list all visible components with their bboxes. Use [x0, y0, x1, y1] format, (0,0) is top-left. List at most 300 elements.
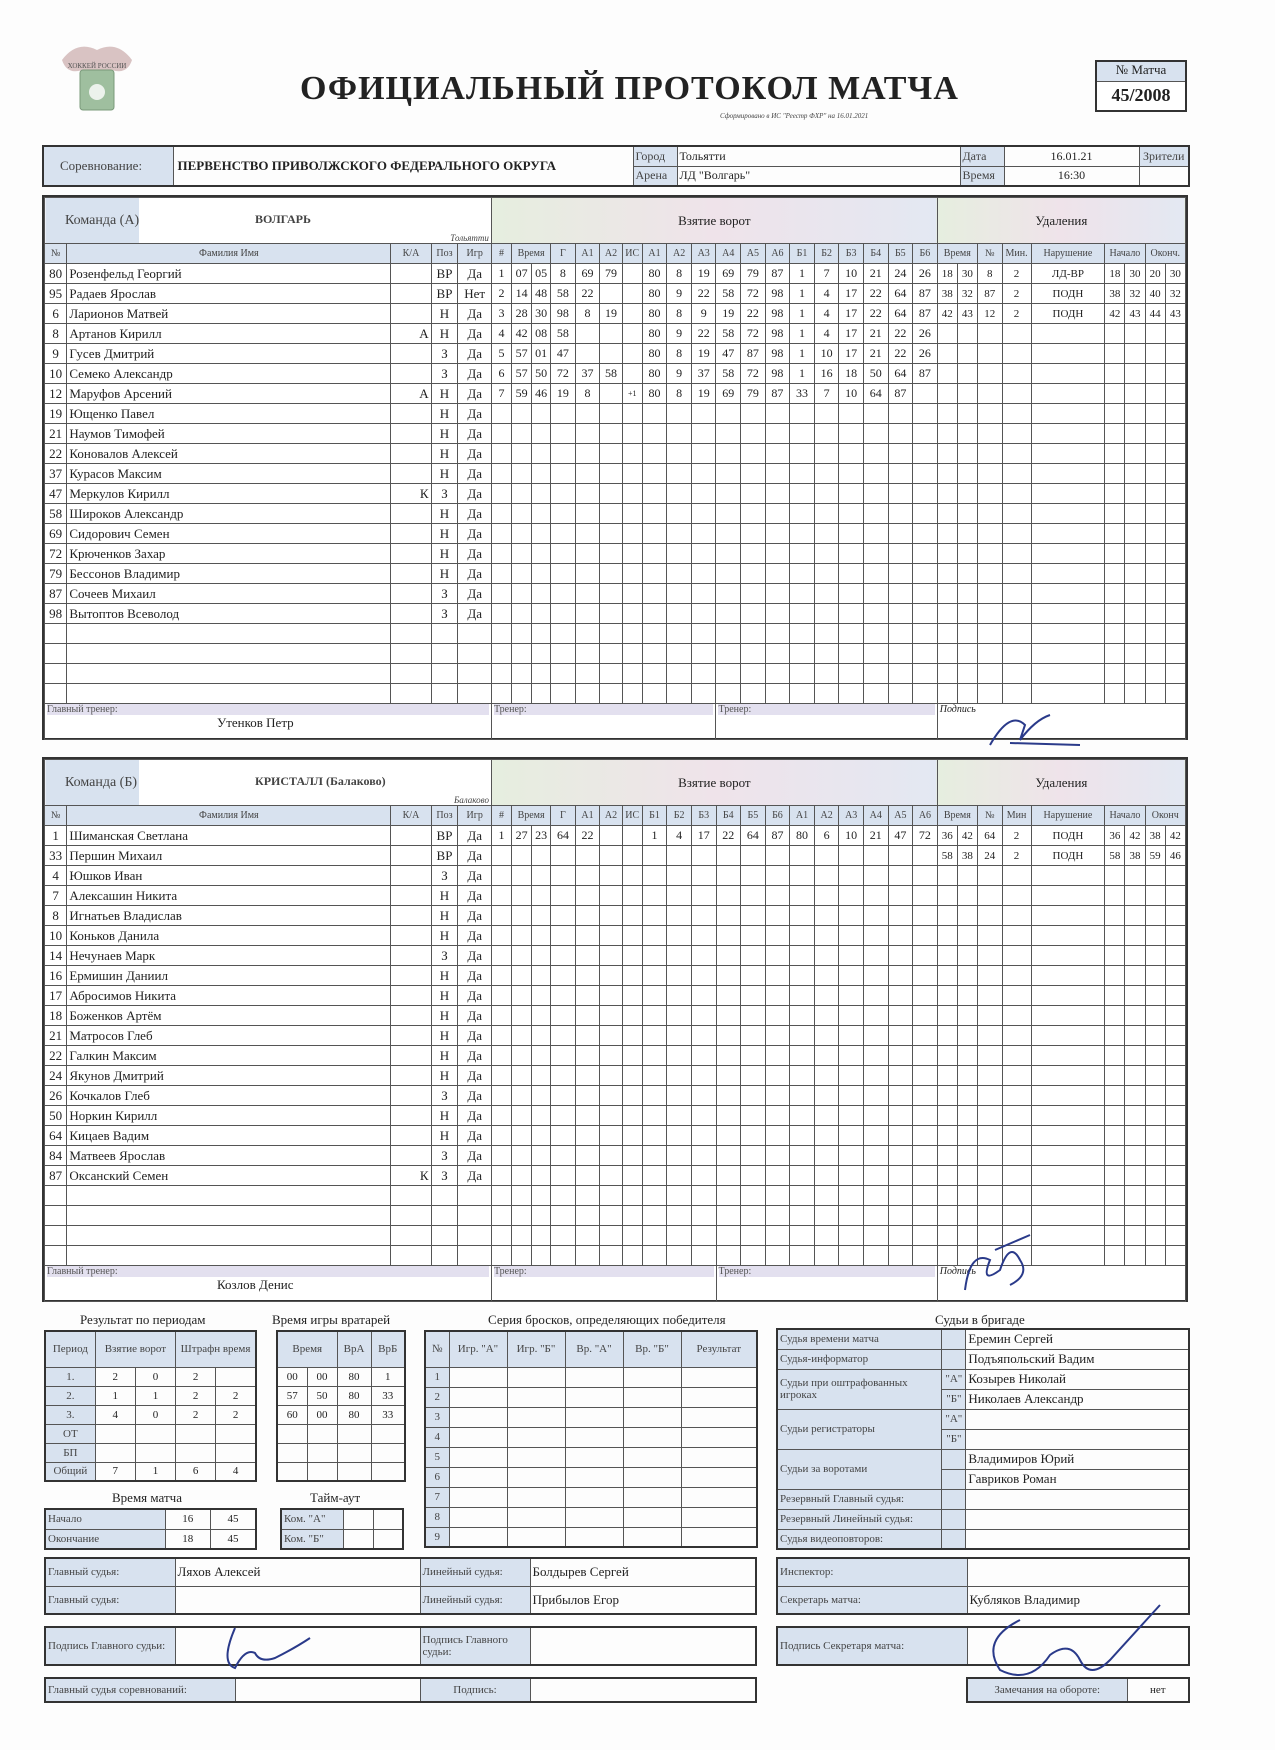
player-role [391, 464, 431, 484]
goal-cell [622, 364, 642, 384]
goal-cell [491, 1026, 511, 1046]
goal-cell [667, 966, 692, 986]
goal-cell [491, 1006, 511, 1026]
penalty-cell [1145, 464, 1165, 484]
arena-label: Арена [633, 166, 677, 186]
goal-header: А1 [790, 806, 815, 826]
goal-cell [691, 1006, 716, 1026]
penalty-cell [977, 564, 1002, 584]
goal-cell [491, 424, 511, 444]
goal-cell [551, 966, 576, 986]
player-position [431, 644, 458, 664]
shootout-cell [623, 1447, 681, 1467]
goal-cell: 17 [839, 344, 864, 364]
player-position: Н [431, 304, 458, 324]
penalty-cell [1145, 624, 1165, 644]
player-row [45, 826, 1186, 846]
goal-cell [716, 866, 741, 886]
period-value [135, 1443, 175, 1462]
goal-header: Б6 [913, 244, 938, 264]
sign-label: Подпись [939, 704, 976, 715]
goal-cell [512, 1226, 532, 1246]
goal-cell [790, 604, 815, 624]
penalty-cell [1145, 364, 1165, 384]
goal-cell [765, 846, 790, 866]
goal-cell [790, 906, 815, 926]
goal-cell [512, 1146, 532, 1166]
goal-cell [512, 1086, 532, 1106]
period-value: 4 [216, 1462, 256, 1481]
penalty-cell [1125, 926, 1145, 946]
goal-cell: 87 [765, 384, 790, 404]
goal-cell [814, 1146, 839, 1166]
goal-cell: 22 [691, 284, 716, 304]
goal-header: А5 [888, 806, 913, 826]
goal-cell [532, 1066, 551, 1086]
player-role [391, 1186, 431, 1206]
goal-cell: 48 [532, 284, 551, 304]
goal-cell [790, 564, 815, 584]
penalty-cell [1145, 584, 1165, 604]
goal-cell [888, 624, 913, 644]
player-name: Семеко Александр [67, 364, 391, 384]
goalie-value: 00 [307, 1405, 337, 1424]
penalty-header: Время [937, 244, 977, 264]
goal-cell [622, 926, 642, 946]
penalty-cell [1002, 604, 1031, 624]
player-number: 18 [45, 1006, 67, 1026]
player-number: 95 [45, 284, 67, 304]
goal-cell [863, 1186, 888, 1206]
goal-cell [575, 1106, 600, 1126]
competition-referee-row [44, 1677, 757, 1703]
penalty-cell [1031, 384, 1105, 404]
goal-cell [765, 886, 790, 906]
goal-cell [913, 1226, 938, 1246]
penalty-cell: 42 [1165, 826, 1185, 846]
penalty-cell: 43 [1125, 304, 1145, 324]
goal-cell [765, 624, 790, 644]
goal-cell [642, 1086, 667, 1106]
period-value: 2 [216, 1386, 256, 1405]
goal-cell [839, 444, 864, 464]
player-row [45, 1206, 1186, 1226]
player-position: Н [431, 1046, 458, 1066]
inspector-label: Инспектор: [777, 1558, 967, 1586]
penalty-cell [1145, 524, 1165, 544]
penalty-cell [937, 384, 957, 404]
penalty-cell [937, 1186, 957, 1206]
player-plays [458, 664, 492, 684]
penalty-cell [1145, 886, 1165, 906]
roster-header: № [45, 244, 67, 264]
goal-cell [765, 1046, 790, 1066]
goal-cell [575, 544, 600, 564]
goal-cell [741, 644, 766, 664]
penalty-cell [1105, 1166, 1125, 1186]
player-role [391, 1106, 431, 1126]
player-name: Ющенко Павел [67, 404, 391, 424]
shootout-cell [681, 1447, 757, 1467]
player-name: Меркулов Кирилл [67, 484, 391, 504]
player-position [431, 1186, 458, 1206]
period-row [45, 1367, 256, 1386]
goal-cell [491, 684, 511, 704]
goal-cell [532, 544, 551, 564]
goal-cell [790, 1046, 815, 1066]
goal-cell [642, 484, 667, 504]
official-row [777, 1509, 1189, 1529]
player-role [391, 524, 431, 544]
goal-cell [790, 966, 815, 986]
goal-cell [839, 484, 864, 504]
penalty-cell [1165, 1066, 1185, 1086]
shootout-cell [565, 1527, 623, 1547]
penalty-cell [1125, 404, 1145, 424]
penalty-cell [1002, 1126, 1031, 1146]
goal-cell [600, 444, 622, 464]
goal-cell [691, 966, 716, 986]
official-row [777, 1529, 1189, 1549]
official-role: Судьи при оштрафованных игроках [777, 1369, 942, 1409]
goal-cell [814, 1126, 839, 1146]
penalty-header: № [977, 244, 1002, 264]
goal-cell [622, 826, 642, 846]
shootout-cell [623, 1487, 681, 1507]
goal-cell: 14 [512, 284, 532, 304]
goal-cell [667, 1146, 692, 1166]
goal-cell [691, 1046, 716, 1066]
goal-cell [667, 664, 692, 684]
player-number: 87 [45, 584, 67, 604]
penalty-cell [1002, 1006, 1031, 1026]
goal-cell [888, 444, 913, 464]
goal-cell: 19 [716, 304, 741, 324]
goal-cell [741, 404, 766, 424]
official-role: Судья-информатор [777, 1349, 942, 1369]
goal-cell [622, 1066, 642, 1086]
player-plays [458, 1246, 492, 1266]
shootout-number: 9 [425, 1527, 449, 1547]
goal-cell [814, 886, 839, 906]
player-name [67, 1186, 391, 1206]
goal-cell [491, 624, 511, 644]
penalty-cell [1105, 344, 1125, 364]
goal-cell: 64 [863, 384, 888, 404]
goal-cell [913, 886, 938, 906]
goal-cell [600, 404, 622, 424]
goalie-value: 00 [307, 1367, 337, 1386]
goal-cell [814, 1226, 839, 1246]
player-number: 21 [45, 424, 67, 444]
shootout-cell [565, 1467, 623, 1487]
goal-cell [600, 624, 622, 644]
goal-cell: 69 [716, 384, 741, 404]
penalty-cell [1125, 564, 1145, 584]
goal-cell [741, 464, 766, 484]
goal-cell: +1 [622, 384, 642, 404]
penalty-cell [1105, 1106, 1125, 1126]
penalty-cell: 24 [977, 846, 1002, 866]
goal-cell [551, 946, 576, 966]
period-value: 7 [95, 1462, 135, 1481]
penalty-cell: 30 [1165, 264, 1185, 284]
goal-cell [863, 1166, 888, 1186]
shootout-header: Игр. "А" [449, 1331, 507, 1367]
penalty-cell: 40 [1145, 284, 1165, 304]
penalty-cell [937, 1106, 957, 1126]
shootout-number: 6 [425, 1467, 449, 1487]
penalty-cell [1125, 886, 1145, 906]
penalty-cell [1145, 966, 1165, 986]
penalty-cell [1145, 926, 1165, 946]
penalty-cell [1145, 324, 1165, 344]
goalie-row [277, 1443, 405, 1462]
goal-cell: 30 [532, 304, 551, 324]
goal-cell [642, 1166, 667, 1186]
time-value: 16:30 [1004, 166, 1139, 186]
goals-title: Взятие ворот [491, 198, 937, 244]
penalty-cell [957, 444, 977, 464]
penalty-cell [977, 966, 1002, 986]
goal-cell [863, 584, 888, 604]
player-row [45, 604, 1186, 624]
start-hour: 16 [165, 1509, 211, 1529]
competition-sign-field [530, 1678, 756, 1702]
penalty-cell [1031, 424, 1105, 444]
goal-cell [532, 1186, 551, 1206]
goal-cell [913, 1126, 938, 1146]
shootout-cell [681, 1507, 757, 1527]
player-position: Н [431, 564, 458, 584]
trainer-cell-2 [716, 1266, 937, 1302]
penalty-cell [1165, 1246, 1185, 1266]
goal-header: Время [512, 806, 551, 826]
period-name: ОТ [45, 1424, 95, 1443]
penalty-header: Нарушение [1031, 244, 1105, 264]
goal-cell [600, 886, 622, 906]
goal-cell [716, 544, 741, 564]
goal-cell [765, 664, 790, 684]
goalie-time-table [276, 1330, 406, 1482]
goal-cell [913, 484, 938, 504]
period-row [45, 1462, 256, 1481]
goal-cell [814, 664, 839, 684]
goal-cell [667, 684, 692, 704]
penalty-cell [1165, 604, 1185, 624]
player-name: Широков Александр [67, 504, 391, 524]
goal-cell [913, 504, 938, 524]
goal-cell [622, 1206, 642, 1226]
player-position: Н [431, 524, 458, 544]
goal-cell [790, 986, 815, 1006]
player-plays: Да [458, 504, 492, 524]
goal-cell [913, 644, 938, 664]
player-plays: Да [458, 304, 492, 324]
goal-cell: 22 [691, 324, 716, 344]
goal-cell [888, 1086, 913, 1106]
goalie-value [307, 1462, 337, 1481]
goal-cell [642, 1126, 667, 1146]
penalty-cell [1165, 464, 1185, 484]
player-row [45, 364, 1186, 384]
player-row [45, 264, 1186, 284]
penalty-cell [977, 344, 1002, 364]
player-name: Боженков Артём [67, 1006, 391, 1026]
goal-cell: 1 [491, 826, 511, 846]
shootout-cell [449, 1487, 507, 1507]
goal-cell [716, 1066, 741, 1086]
goal-cell [575, 1206, 600, 1226]
player-row [45, 946, 1186, 966]
player-role [391, 1046, 431, 1066]
penalty-cell [1125, 324, 1145, 344]
shootout-row [425, 1507, 757, 1527]
goal-cell [600, 926, 622, 946]
penalty-cell [1125, 364, 1145, 384]
goal-cell [888, 926, 913, 946]
penalty-cell [1145, 1026, 1165, 1046]
goal-cell [622, 324, 642, 344]
signature-coach-a [980, 705, 1100, 755]
goal-cell [741, 624, 766, 644]
penalty-cell [1002, 624, 1031, 644]
penalty-cell [1105, 1206, 1125, 1226]
goal-cell [600, 684, 622, 704]
goal-cell: 64 [888, 304, 913, 324]
period-value: 1 [135, 1462, 175, 1481]
penalty-cell [1105, 986, 1125, 1006]
player-number: 17 [45, 986, 67, 1006]
goal-cell [642, 584, 667, 604]
goal-cell [551, 684, 576, 704]
goal-cell [814, 1066, 839, 1086]
penalty-cell [957, 684, 977, 704]
player-number: 98 [45, 604, 67, 624]
player-name [67, 684, 391, 704]
goal-cell [600, 544, 622, 564]
penalty-cell [937, 584, 957, 604]
goal-cell [863, 906, 888, 926]
player-name: Маруфов Арсений [67, 384, 391, 404]
penalty-cell [1002, 464, 1031, 484]
player-name: Сидорович Семен [67, 524, 391, 544]
goal-cell [491, 504, 511, 524]
goal-cell [532, 484, 551, 504]
goal-cell: 80 [642, 324, 667, 344]
penalty-cell [1031, 644, 1105, 664]
shootout-header: Результат [681, 1331, 757, 1367]
roster-header: № [45, 806, 67, 826]
player-role [391, 664, 431, 684]
penalty-cell [957, 464, 977, 484]
goal-cell [532, 1226, 551, 1246]
goal-cell [575, 504, 600, 524]
penalty-cell [957, 1006, 977, 1026]
goal-cell [551, 444, 576, 464]
penalty-cell [1125, 1086, 1145, 1106]
goal-cell [790, 464, 815, 484]
goal-cell: 87 [765, 264, 790, 284]
goal-cell: 72 [741, 324, 766, 344]
player-number: 8 [45, 906, 67, 926]
player-plays: Да [458, 986, 492, 1006]
penalty-cell [1125, 1206, 1145, 1226]
goal-cell [642, 1026, 667, 1046]
goal-cell [716, 604, 741, 624]
goal-cell [888, 504, 913, 524]
goal-cell [600, 1006, 622, 1026]
goal-cell [512, 966, 532, 986]
goal-cell: 1 [642, 826, 667, 846]
player-role [391, 886, 431, 906]
goal-cell: 8 [575, 304, 600, 324]
goal-cell [741, 1066, 766, 1086]
player-number: 22 [45, 1046, 67, 1066]
goal-cell: 87 [741, 344, 766, 364]
penalty-cell [1145, 684, 1165, 704]
goal-cell [532, 444, 551, 464]
goal-header: # [491, 806, 511, 826]
penalty-cell [937, 364, 957, 384]
goal-cell [814, 564, 839, 584]
goal-cell [551, 926, 576, 946]
team-a-table [44, 197, 1186, 740]
goal-cell [491, 1166, 511, 1186]
penalty-cell: ПОДН [1031, 304, 1105, 324]
goal-cell [716, 1226, 741, 1246]
penalty-cell [1125, 584, 1145, 604]
penalty-cell: 38 [957, 846, 977, 866]
penalty-cell [957, 1186, 977, 1206]
goal-cell: 80 [642, 364, 667, 384]
penalty-cell [937, 1006, 957, 1026]
player-position: Н [431, 384, 458, 404]
player-row [45, 284, 1186, 304]
penalty-cell [1125, 464, 1145, 484]
goal-cell [532, 946, 551, 966]
penalty-cell [1165, 444, 1185, 464]
penalty-cell [957, 866, 977, 886]
player-row [45, 504, 1186, 524]
shootout-row [425, 1367, 757, 1387]
player-number: 14 [45, 946, 67, 966]
goal-cell [863, 444, 888, 464]
goal-cell [512, 544, 532, 564]
player-position: З [431, 604, 458, 624]
goal-cell [575, 484, 600, 504]
official-row [777, 1489, 1189, 1509]
goal-cell [741, 1166, 766, 1186]
goal-cell [863, 624, 888, 644]
penalty-cell [1125, 664, 1145, 684]
player-name: Кицаев Вадим [67, 1126, 391, 1146]
goal-cell [600, 644, 622, 664]
goal-cell: 07 [512, 264, 532, 284]
signature-secretary [960, 1600, 1180, 1690]
player-row [45, 1186, 1186, 1206]
goal-cell [600, 1046, 622, 1066]
penalty-cell: ЛД-ВР [1031, 264, 1105, 284]
goal-cell [512, 484, 532, 504]
goal-cell [600, 564, 622, 584]
goal-cell [622, 1126, 642, 1146]
penalty-cell [1031, 664, 1105, 684]
goal-cell [575, 424, 600, 444]
player-name: Першин Михаил [67, 846, 391, 866]
goal-cell [863, 1206, 888, 1226]
player-plays: Да [458, 564, 492, 584]
